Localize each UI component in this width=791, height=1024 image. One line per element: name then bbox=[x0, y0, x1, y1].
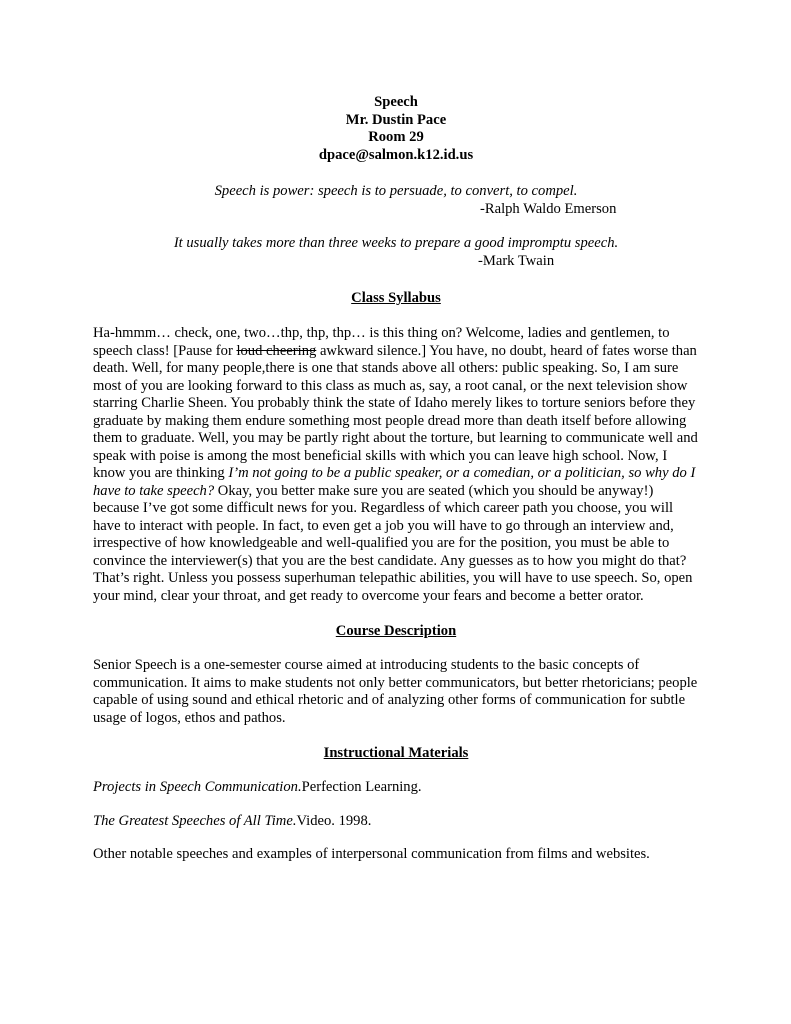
section-title-syllabus: Class Syllabus bbox=[351, 290, 441, 306]
section-title-description: Course Description bbox=[335, 623, 457, 639]
quote-emerson bbox=[93, 183, 699, 218]
description-paragraph: Senior Speech is a one-semester course aimed at introducing students to the basic concepts of communication. It aims to make students not only better communicators, but better rhetoricians; people capable of using sound and ethical rhetoric and of analyzing other forms of communication for subtle usage of logos, ethos and pathos. bbox=[93, 657, 698, 726]
material-title: The Greatest Speeches of All Time. bbox=[93, 812, 297, 829]
section-title-materials: Instructional Materials bbox=[323, 745, 469, 761]
teacher-email: dpace@salmon.k12.id.us bbox=[318, 146, 474, 163]
material-item bbox=[93, 813, 699, 831]
room-number: Room 29 bbox=[368, 129, 424, 145]
quote-text: It usually takes more than three weeks to prepare a good impromptu speech. bbox=[173, 235, 619, 251]
syllabus-text-3: Okay, you better make sure you are seated (which you should be anyway!) because I’ve got some difficult news for you. Regardless of which career path you choose, you will have to interact with people. In fact, to even get a job you will have to go through an interview and, irrespective of how knowledgeable and well-qualified you are for the position, you must be able to convince the interviewer(s) that you are the best candidate. Any guesses as to how you might do that? That’s right. Unless you possess superhuman telepathic abilities, you will have to use speech. So, open your mind, clear your throat, and get ready to overcome your fears and become a better orator. bbox=[93, 482, 693, 604]
material-item bbox=[93, 779, 699, 797]
syllabus-paragraph bbox=[93, 325, 699, 605]
syllabus-page bbox=[93, 94, 699, 864]
syllabus-text-2: awkward silence.] You have, no doubt, heard of fates worse than death. Well, for many people,there is one that stands above all others: public speaking. So, I am sure most of you are looking forward to this class as much as, say, a root canal, or the next television show starring Charlie Sheen. You probably think the state of Idaho merely likes to torture seniors before they graduate by making them endure something most people dread more than death itself before allowing them to graduate. Well, you may be partly right about the torture, but learning to communicate well and speak with poise is among the most beneficial skills with which you can leave high school. Now, I know you are thinking bbox=[93, 342, 698, 481]
syllabus-text-1: Ha-hmmm… check, one, two…thp, thp, thp… is this thing on? Welcome, ladies and gentlemen, to speech class! [Pause for bbox=[93, 325, 670, 359]
material-details: Other notable speeches and examples of interpersonal communication from films and websites. bbox=[93, 846, 650, 862]
header-block bbox=[93, 94, 699, 164]
syllabus-italic: I’m not going to be a public speaker, or a comedian, or a politician, so why do I have to take speech? bbox=[93, 465, 696, 499]
quote-twain bbox=[93, 235, 699, 270]
material-item bbox=[93, 846, 699, 864]
material-title: Projects in Speech Communication. bbox=[93, 779, 302, 795]
material-details: Video. 1998. bbox=[296, 812, 372, 829]
teacher-name: Mr. Dustin Pace bbox=[345, 111, 447, 128]
quote-author: -Ralph Waldo Emerson bbox=[480, 200, 617, 217]
course-title: Speech bbox=[374, 94, 418, 110]
struck-text: loud cheering bbox=[236, 342, 317, 359]
quote-author: -Mark Twain bbox=[478, 252, 555, 269]
quote-text: Speech is power: speech is to persuade, to convert, to compel. bbox=[214, 183, 578, 199]
material-details: Perfection Learning. bbox=[301, 779, 422, 795]
